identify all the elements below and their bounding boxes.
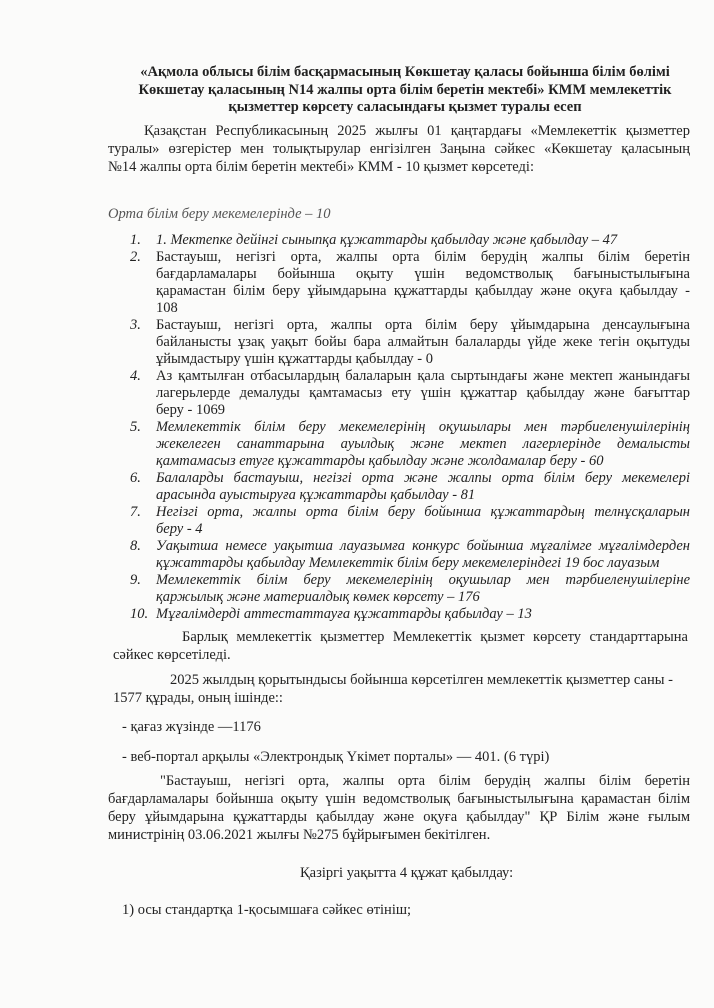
service-item (130, 368, 690, 419)
item-number: 1. (130, 232, 141, 248)
service-item (130, 606, 690, 623)
item-text-line: Мұғалімдерді аттестаттауға құжаттарды қабылдау – 13 (156, 606, 532, 622)
item-text-line: Мемлекеттік білім беру мекемелерінің оқушылары мен тәрбиеленушілерінің (156, 419, 690, 435)
service-item (130, 504, 690, 538)
text-line: "Бастауыш, негізгі орта, жалпы орта білім берудің жалпы білім беретін (160, 773, 690, 789)
item-number: 9. (130, 572, 141, 588)
item-text-line: Бастауыш, негізгі орта, жалпы орта білім беру ұйымдарына денсаулығына (156, 317, 690, 333)
item-number: 2. (130, 249, 141, 265)
total-paragraph (113, 671, 688, 707)
text-line: туралы» өзгерістер мен толықтырулар енгізілген Заңына сәйкес «Көкшетау қаласының (108, 141, 690, 157)
item-text-line: Аз қамтылған отбасылардың балаларын қала сыртындағы және мектеп жанындағы (156, 368, 690, 384)
item-text-line: қарамастан білім беру ұйымдарына құжаттарды қабылдау және оқуға қабылдау - (156, 283, 690, 299)
service-item (130, 538, 690, 572)
item-text-line: арасында ауыстыруға құжаттарды қабылдау - 81 (156, 487, 476, 503)
service-item (130, 232, 690, 249)
item-text-line: 1. Мектепке дейінгі сыныпқа құжаттарды қабылдау және қабылдау – 47 (156, 232, 618, 248)
standards-paragraph (113, 628, 688, 664)
text-line: «Ақмола облысы білім басқармасының Көкшетау қаласы бойынша білім бөлімі (140, 64, 670, 80)
section-heading: Орта білім беру мекемелерінде – 10 (108, 206, 331, 222)
item-text-line: байланысты ұзақ уақыт бойы бара алмайтын балаларды үйде жеке тегін оқытуды (156, 334, 690, 350)
item-text-line: Бастауыш, негізгі орта, жалпы орта білім берудің жалпы білім беретін (156, 249, 690, 265)
service-item (130, 249, 690, 317)
web-count: - веб-портал арқылы «Электрондық Үкімет порталы» — 401. (6 түрі) (122, 749, 550, 765)
document-item-1: 1) осы стандартқа 1-қосымшаға сәйкес өтініш; (122, 902, 412, 918)
services-list (130, 232, 690, 623)
item-number: 4. (130, 368, 141, 384)
item-text-line: бағдарламалары бойынша оқыту үшін ведомстволық бағыныстылығына (156, 266, 690, 282)
item-number: 7. (130, 504, 141, 520)
item-text-line: қаржылық және материалдық көмек көрсету – 176 (156, 589, 480, 605)
item-text-line: ұйымдастыру үшін құжаттарды қабылдау - 0 (156, 351, 433, 367)
item-text-line: Мемлекеттік білім беру мекемелерінің оқушылар мен тәрбиеленушілеріне (156, 572, 690, 588)
text-line: Қазақстан Республикасының 2025 жылғы 01 қаңтардағы «Мемлекеттік қызметтер (144, 123, 690, 139)
item-number: 3. (130, 317, 141, 333)
service-item (130, 317, 690, 368)
service-item (130, 419, 690, 470)
item-text-line: беру - 1069 (156, 402, 226, 418)
text-line: бағдарламалары бойынша оқыту үшін ведомстволық бағыныстылығына қарамастан білім (108, 791, 690, 807)
item-number: 6. (130, 470, 141, 486)
text-line: Көкшетау қаласының N14 жалпы орта білім беретін мектебі» КММ мемлекеттік (138, 81, 672, 98)
item-text-line: Балаларды бастауыш, негізгі орта және жалпы орта білім беру мекемелері (156, 470, 690, 486)
item-text-line: беру - 4 (156, 521, 203, 537)
item-number: 5. (130, 419, 141, 435)
item-text-line: 108 (156, 300, 178, 316)
intro-paragraph (108, 122, 690, 176)
text-line: сәйкес көрсетіледі. (113, 647, 231, 663)
item-text-line: құжаттарды қабылдау Мемлекеттік білім беру мекемелеріндегі 19 бос лауазым (156, 555, 660, 571)
text-line: №14 жалпы орта білім беретін мектебі» КММ - 10 қызмет көрсетеді: (108, 159, 534, 175)
item-text-line: қамтамасыз етуге құжаттарды қабылдау және жолдамалар беру - 60 (156, 453, 604, 469)
text-line: беру ұйымдарына құжаттарды қабылдау және оқуға қабылдау" ҚР Білім және ғылым (108, 809, 690, 825)
text-line: 1577 құрады, оның ішінде:: (113, 690, 283, 706)
text-line: қызметтер көрсету саласындағы қызмет туралы есеп (228, 99, 582, 115)
item-text-line: лагерьлерде демалуды қамтамасыз ету үшін құжаттар қабылдау және бағыттар (156, 385, 690, 401)
paper-count: - қағаз жүзінде —1176 (122, 719, 261, 735)
text-line: 2025 жылдың қорытындысы бойынша көрсетілген мемлекеттік қызметтер саны - (170, 672, 673, 688)
current-heading: Қазіргі уақытта 4 құжат қабылдау: (300, 865, 514, 881)
item-number: 10. (130, 606, 149, 622)
item-text-line: жекелеген санаттарына ауылдық және мектеп лагерлерінде демалысты (156, 436, 690, 452)
item-text-line: Уақытша немесе уақытша лауазымға конкурс бойынша мұғалімге мұғалімдерден (156, 538, 690, 554)
quote-paragraph (108, 772, 690, 844)
item-number: 8. (130, 538, 141, 554)
document-title (110, 64, 700, 117)
service-item (130, 572, 690, 606)
text-line: министрінің 03.06.2021 жылғы №275 бұйрығымен бекітілген. (108, 827, 491, 843)
service-item (130, 470, 690, 504)
text-line: Барлық мемлекеттік қызметтер Мемлекеттік қызмет көрсету стандарттарына (182, 629, 688, 645)
item-text-line: Негізгі орта, жалпы орта білім беру бойынша құжаттардың телнұсқаларын (156, 504, 690, 520)
